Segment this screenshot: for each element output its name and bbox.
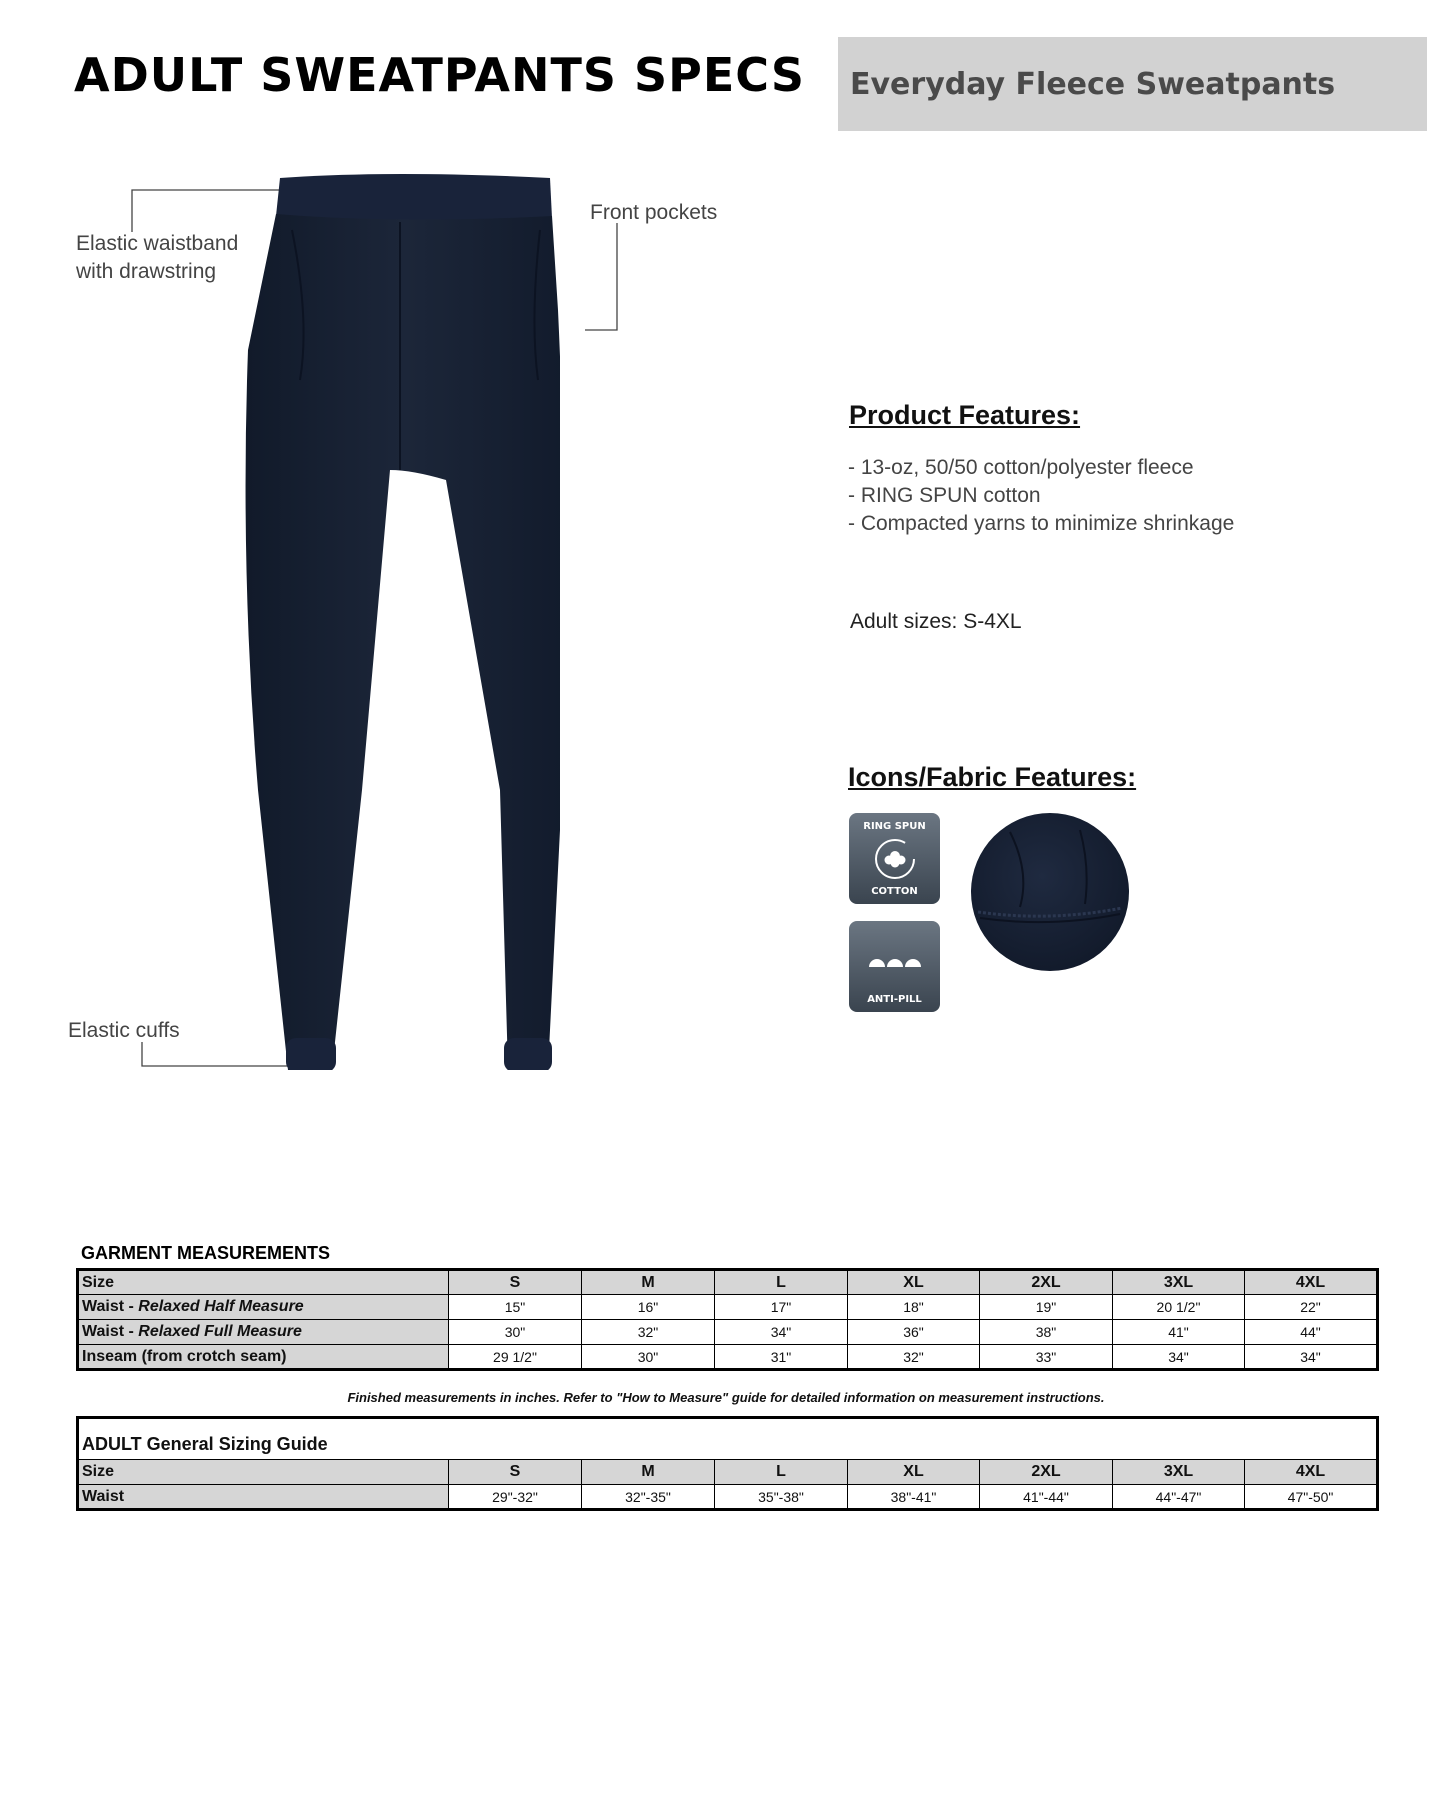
size-col: 4XL [1245, 1460, 1378, 1485]
row-label: Waist - Relaxed Full Measure [78, 1320, 449, 1345]
size-col: S [449, 1460, 582, 1485]
ring-spun-cotton-badge [849, 813, 940, 904]
size-header: Size [78, 1460, 449, 1485]
measurement-note: Finished measurements in inches. Refer to "How to Measure" guide for detailed information on measurement instructions. [347, 1390, 1105, 1405]
table-row [78, 1320, 1378, 1345]
sizing-guide-title-row [78, 1418, 1378, 1460]
table-cell: 15" [449, 1295, 582, 1320]
table-cell: 34" [715, 1320, 848, 1345]
size-col: M [582, 1270, 715, 1295]
table-row [78, 1485, 1378, 1510]
table-cell: 38"-41" [848, 1485, 980, 1510]
size-header: Size [78, 1270, 449, 1295]
feature-item: - Compacted yarns to minimize shrinkage [848, 512, 1235, 535]
table-row [78, 1345, 1378, 1370]
table-header-row [78, 1270, 1378, 1295]
row-label: Inseam (from crotch seam) [78, 1345, 449, 1370]
page-title: ADULT SWEATPANTS SPECS [74, 48, 806, 102]
icons-fabric-heading: Icons/Fabric Features: [848, 762, 1137, 792]
product-features-heading: Product Features: [849, 400, 1081, 430]
table-cell: 41"-44" [980, 1485, 1113, 1510]
callout-waistband-line1: Elastic waistband [76, 232, 239, 255]
table-cell: 17" [715, 1295, 848, 1320]
product-features-list [848, 454, 1234, 538]
garment-measurements-caption: GARMENT MEASUREMENTS [81, 1243, 331, 1263]
size-col: XL [848, 1270, 980, 1295]
table-cell: 33" [980, 1345, 1113, 1370]
table-cell: 32" [582, 1320, 715, 1345]
table-cell: 16" [582, 1295, 715, 1320]
cotton-boll-icon [873, 837, 917, 881]
size-col: M [582, 1460, 715, 1485]
product-name: Everyday Fleece Sweatpants [850, 66, 1336, 102]
table-cell: 34" [1245, 1345, 1378, 1370]
table-cell: 32" [848, 1345, 980, 1370]
table-cell: 41" [1113, 1320, 1245, 1345]
anti-pill-label: ANTI-PILL [867, 994, 922, 1005]
table-cell: 36" [848, 1320, 980, 1345]
table-cell: 35"-38" [715, 1485, 848, 1510]
callout-waistband [76, 230, 238, 286]
callout-waistband-line2: with drawstring [76, 260, 217, 283]
anti-pill-icon [867, 951, 923, 971]
ring-spun-label: RING SPUN [863, 821, 926, 832]
table-cell: 30" [582, 1345, 715, 1370]
garment-measurements-table [76, 1268, 1379, 1371]
sweatpants-image [240, 170, 560, 1070]
table-cell: 29 1/2" [449, 1345, 582, 1370]
table-cell: 20 1/2" [1113, 1295, 1245, 1320]
table-cell: 30" [449, 1320, 582, 1345]
size-col: L [715, 1460, 848, 1485]
size-col: S [449, 1270, 582, 1295]
callout-pockets: Front pockets [590, 201, 718, 224]
size-col: 3XL [1113, 1460, 1245, 1485]
cotton-label: COTTON [871, 886, 918, 897]
row-label: Waist [78, 1485, 449, 1510]
table-cell: 31" [715, 1345, 848, 1370]
table-cell: 44"-47" [1113, 1485, 1245, 1510]
size-col: XL [848, 1460, 980, 1485]
table-cell: 32"-35" [582, 1485, 715, 1510]
table-cell: 38" [980, 1320, 1113, 1345]
table-row [78, 1295, 1378, 1320]
sizing-guide-title: ADULT General Sizing Guide [78, 1418, 1378, 1460]
size-col: L [715, 1270, 848, 1295]
table-cell: 47"-50" [1245, 1485, 1378, 1510]
table-cell: 29"-32" [449, 1485, 582, 1510]
table-cell: 44" [1245, 1320, 1378, 1345]
adult-sizes-text: Adult sizes: S-4XL [850, 610, 1022, 633]
table-cell: 34" [1113, 1345, 1245, 1370]
size-col: 2XL [980, 1270, 1113, 1295]
row-label: Waist - Relaxed Half Measure [78, 1295, 449, 1320]
feature-item: - 13-oz, 50/50 cotton/polyester fleece [848, 456, 1194, 479]
table-cell: 22" [1245, 1295, 1378, 1320]
size-col: 4XL [1245, 1270, 1378, 1295]
anti-pill-badge [849, 921, 940, 1012]
table-cell: 18" [848, 1295, 980, 1320]
size-col: 2XL [980, 1460, 1113, 1485]
sizing-guide-table [76, 1416, 1379, 1511]
table-cell: 19" [980, 1295, 1113, 1320]
table-header-row [78, 1460, 1378, 1485]
size-col: 3XL [1113, 1270, 1245, 1295]
feature-item: - RING SPUN cotton [848, 484, 1041, 507]
callout-cuffs: Elastic cuffs [68, 1019, 180, 1042]
fabric-swatch-image [970, 812, 1130, 972]
